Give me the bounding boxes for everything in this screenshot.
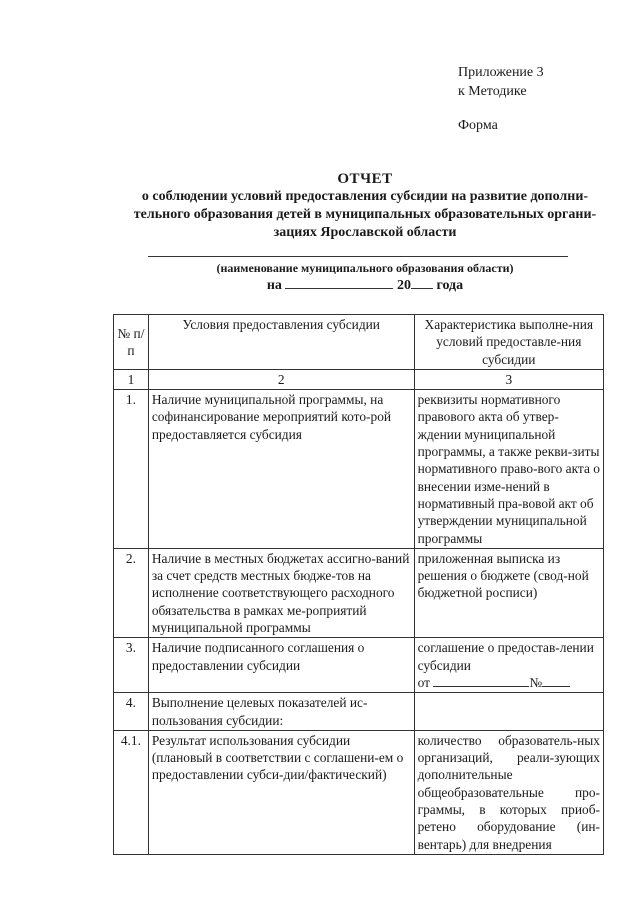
- table-row: [114, 693, 604, 731]
- table-row: [114, 548, 604, 637]
- header-characteristic: Характеристика выполне-ния условий предоставле-ния субсидии: [414, 315, 603, 370]
- report-title-line-2: тельного образования детей в муниципальных образовательных органи-: [133, 207, 597, 222]
- row-characteristic: количество образователь-ных организаций, реали-зующих дополнительные общеобразовательные про-граммы, в которых приоб-ретено оборудование (ин-вентарь) для внедрения: [414, 730, 603, 854]
- agreement-date-blank[interactable]: [433, 674, 529, 687]
- appendix-label: [458, 63, 544, 101]
- municipality-name-caption: (наименование муниципального образования области): [216, 261, 514, 275]
- header-condition: Условия предоставления субсидии: [148, 315, 414, 370]
- period-year-blank[interactable]: [411, 276, 433, 289]
- row-characteristic: реквизиты нормативного правового акта об утвер-ждении муниципальной программы, а также рекви-зиты нормативного право-вого акта о внесении изме-нений в нормативный пра-вовой акт об утверждении муниципальной программы: [414, 390, 603, 549]
- row-num: 3.: [114, 638, 149, 693]
- table-header-row: [114, 315, 604, 370]
- row-characteristic: приложенная выписка из решения о бюджете (свод-ной бюджетной росписи): [414, 548, 603, 637]
- appendix-line-2: к Методике: [458, 84, 527, 99]
- report-title: [100, 170, 630, 242]
- row-condition: Результат использования субсидии (плановый в соответствии с соглашени-ем о предоставлении субси-дии/фактический): [148, 730, 414, 854]
- table-row: [114, 390, 604, 549]
- row-condition: Наличие в местных бюджетах ассигно-ваний за счет средств местных бюдже-тов на исполнение соответствующего расходного обязательства в рамках ме-роприятий муниципальной программы: [148, 548, 414, 637]
- index-condition: 2: [148, 369, 414, 389]
- row-condition: Выполнение целевых показателей ис-пользования субсидии:: [148, 693, 414, 731]
- period-prefix: на: [266, 278, 282, 293]
- agreement-text: соглашение о предостав-лении субсидии: [417, 640, 594, 673]
- report-title-line-1: о соблюдении условий предоставления субсидии на развитие дополни-: [141, 189, 589, 204]
- report-table: [113, 314, 604, 855]
- report-title-main: ОТЧЕТ: [337, 171, 393, 187]
- form-label: Форма: [458, 118, 498, 133]
- agreement-signature: [418, 674, 600, 691]
- row-characteristic: [414, 638, 603, 693]
- row-num: 2.: [114, 548, 149, 637]
- municipality-name-line[interactable]: [148, 256, 568, 257]
- row-num: 1.: [114, 390, 149, 549]
- agreement-from-label: от: [417, 674, 430, 690]
- index-characteristic: 3: [414, 369, 603, 389]
- row-condition: Наличие муниципальной программы, на софинансирование мероприятий кото-рой предоставляется субсидия: [148, 390, 414, 549]
- table-row: [114, 730, 604, 854]
- row-num: 4.: [114, 693, 149, 731]
- report-period: [100, 276, 630, 294]
- header-num: № п/п: [114, 315, 149, 370]
- period-year-prefix: 20: [396, 278, 411, 293]
- period-date-blank[interactable]: [285, 276, 393, 289]
- row-characteristic[interactable]: [414, 693, 603, 731]
- table-index-row: [114, 369, 604, 389]
- table-row: [114, 638, 604, 693]
- appendix-line-1: Приложение 3: [458, 65, 544, 80]
- report-title-line-3: зациях Ярославской области: [273, 225, 457, 240]
- agreement-number-blank[interactable]: [542, 674, 570, 687]
- row-condition: Наличие подписанного соглашения о предоставлении субсидии: [148, 638, 414, 693]
- period-suffix: года: [436, 278, 464, 293]
- index-num: 1: [114, 369, 149, 389]
- agreement-number-label: №: [529, 674, 543, 690]
- row-num: 4.1.: [114, 730, 149, 854]
